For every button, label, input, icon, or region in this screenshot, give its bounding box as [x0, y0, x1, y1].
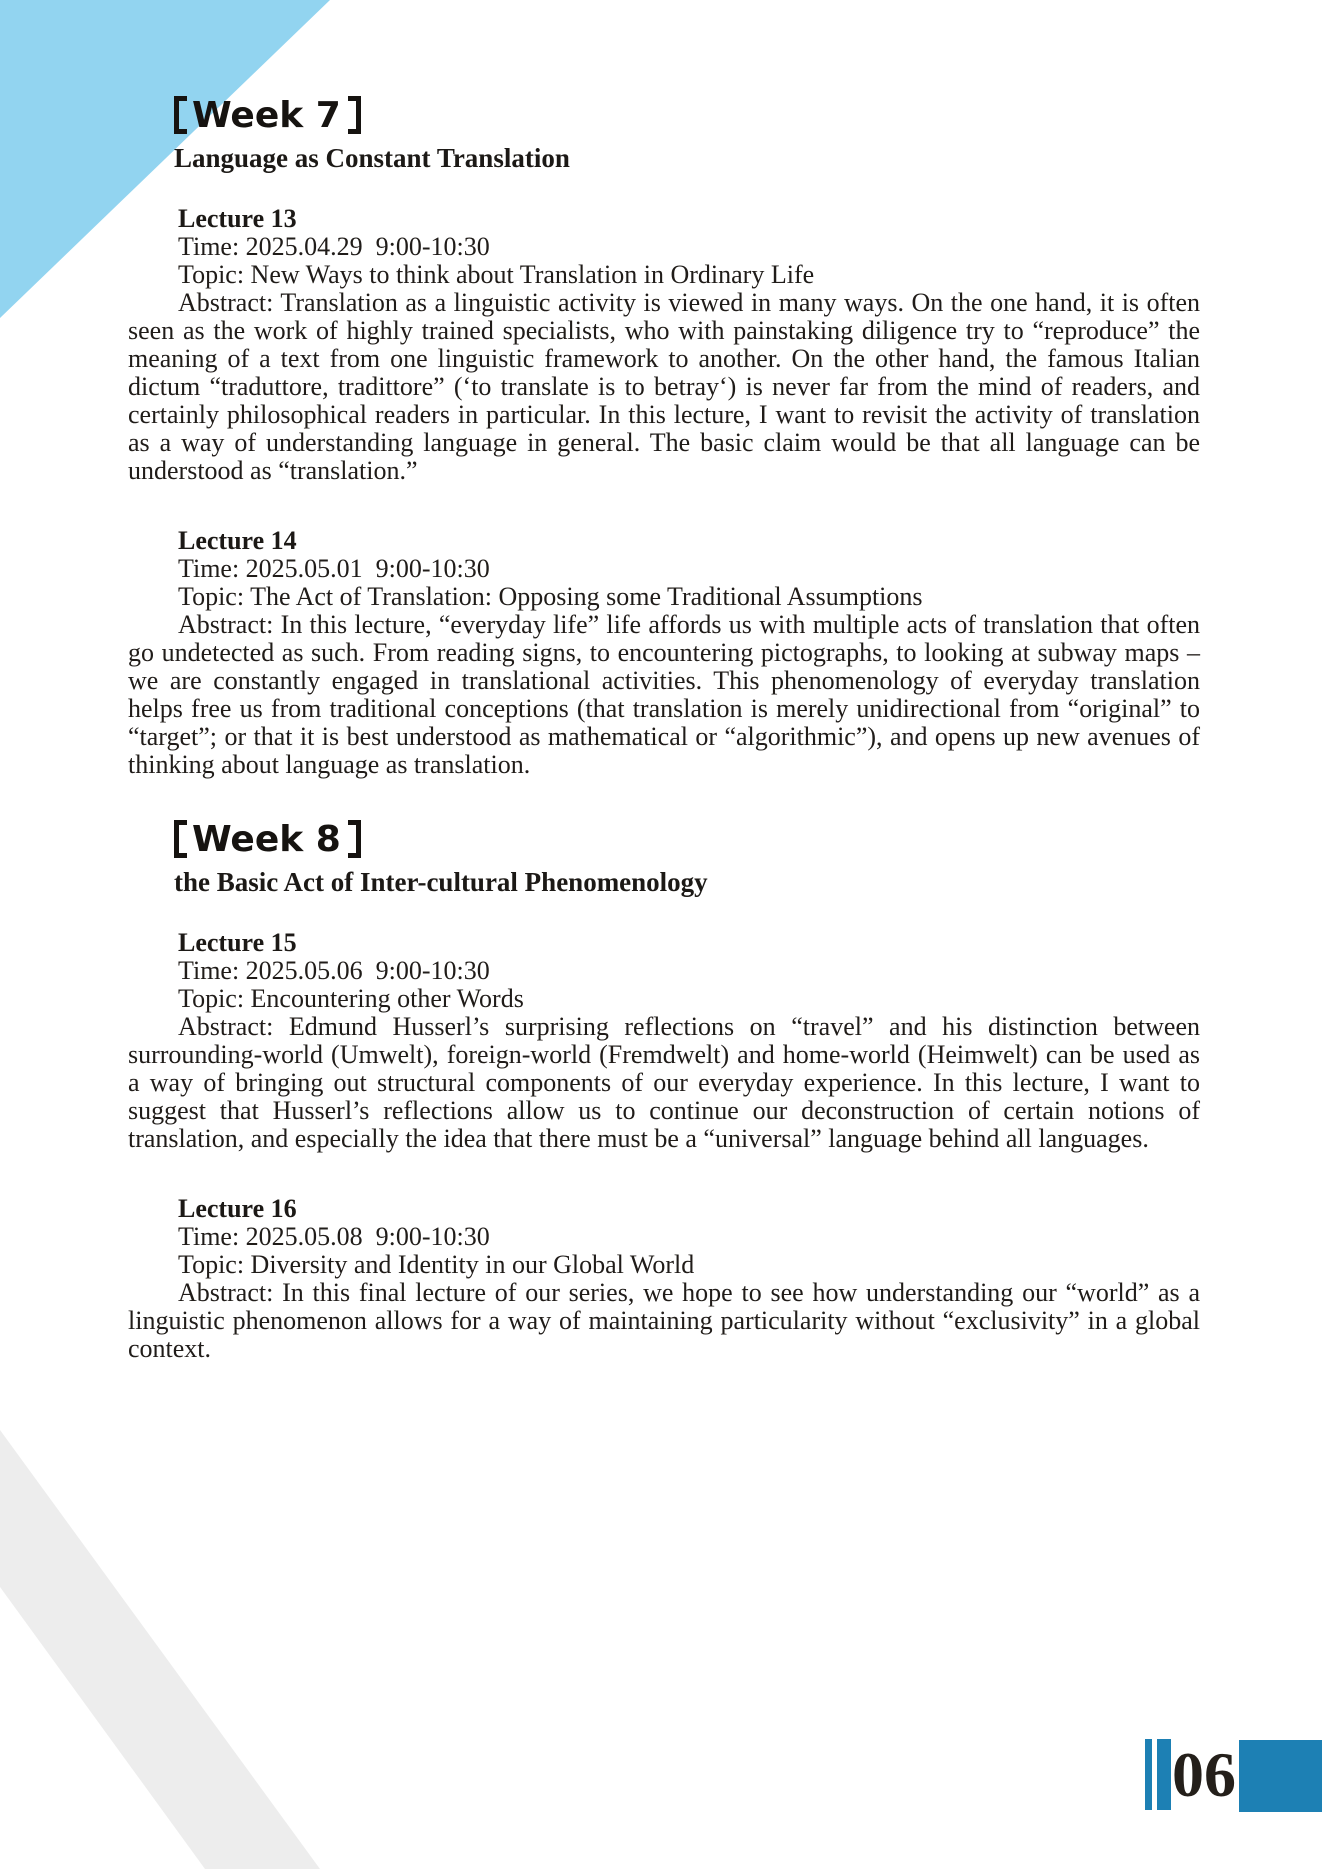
week-8-heading	[174, 817, 1200, 861]
week-8-subtitle: the Basic Act of Inter-cultural Phenomenology	[174, 867, 708, 897]
lecture-16-block	[128, 1195, 1200, 1363]
lecture-15-abstract: Abstract: Edmund Husserl’s surprising reflections on “travel” and his distinction between surrounding-world (Umwelt), foreign-world (Fremdwelt) and home-world (Heimwelt) can be used as a way of bringing out structural components of our everyday experience. In this lecture, I want to suggest that Husserl’s reflections allow us to continue our deconstruction of certain notions of translation, and especially the idea that there must be a “universal” language behind all languages.	[128, 1012, 1200, 1153]
lecture-15-heading: Lecture 15	[178, 928, 297, 957]
lenticular-bracket-left-icon	[174, 96, 187, 134]
lecture-15-block	[128, 929, 1200, 1153]
footer-accent-bar-thick	[1157, 1739, 1171, 1810]
lecture-13-time: Time: 2025.04.29 9:00-10:30	[178, 232, 490, 261]
footer-accent-bar-thin	[1145, 1739, 1152, 1810]
week-7-section	[128, 93, 1200, 779]
lecture-15-topic: Topic: Encountering other Words	[178, 984, 524, 1013]
lecture-14-block	[128, 527, 1200, 779]
week-7-heading	[174, 93, 1200, 137]
week-7-heading-label: Week 7	[192, 94, 341, 136]
lecture-13-abstract: Abstract: Translation as a linguistic activity is viewed in many ways. On the one hand, it is often seen as the work of highly trained specialists, who with painstaking diligence try to “reproduce” the meaning of a text from one linguistic framework to another. On the other hand, the famous Italian dictum “traduttore, tradittore” (‘to translate is to betray‘) is never far from the mind of readers, and certainly philosophical readers in particular. In this lecture, I want to revisit the activity of translation as a way of understanding language in general. The basic claim would be that all language can be understood as “translation.”	[128, 288, 1200, 485]
lenticular-bracket-right-icon	[348, 96, 361, 134]
lecture-13-topic: Topic: New Ways to think about Translation in Ordinary Life	[178, 260, 815, 289]
lecture-14-abstract: Abstract: In this lecture, “everyday life” life affords us with multiple acts of translation that often go undetected as such. From reading signs, to encountering pictographs, to looking at subway maps – we are constantly engaged in translational activities. This phenomenology of everyday translation helps free us from traditional conceptions (that translation is merely unidirectional from “original” to “target”; or that it is best understood as mathematical or “algorithmic”), and opens up new avenues of thinking about language as translation.	[128, 610, 1200, 779]
page-number: 06	[1172, 1739, 1236, 1810]
lecture-16-topic: Topic: Diversity and Identity in our Global World	[178, 1250, 695, 1279]
week-8-heading-label: Week 8	[192, 818, 341, 860]
lecture-14-topic: Topic: The Act of Translation: Opposing some Traditional Assumptions	[178, 582, 923, 611]
week-7-subtitle: Language as Constant Translation	[174, 143, 570, 173]
lecture-16-abstract: Abstract: In this final lecture of our series, we hope to see how understanding our “world” as a linguistic phenomenon allows for a way of maintaining particularity without “exclusivity” in a global context.	[128, 1278, 1200, 1363]
footer-accent-rectangle	[1239, 1740, 1322, 1812]
lecture-14-time: Time: 2025.05.01 9:00-10:30	[178, 554, 490, 583]
lenticular-bracket-right-icon	[348, 820, 361, 858]
lecture-16-heading: Lecture 16	[178, 1194, 297, 1223]
lenticular-bracket-left-icon	[174, 820, 187, 858]
lecture-14-heading: Lecture 14	[178, 526, 297, 555]
diagonal-band-decoration	[0, 1430, 320, 1869]
lecture-15-time: Time: 2025.05.06 9:00-10:30	[178, 956, 490, 985]
lecture-16-time: Time: 2025.05.08 9:00-10:30	[178, 1222, 490, 1251]
page-content	[128, 93, 1200, 1363]
lecture-13-block	[128, 205, 1200, 485]
week-8-section	[128, 817, 1200, 1363]
lecture-13-heading: Lecture 13	[178, 204, 297, 233]
